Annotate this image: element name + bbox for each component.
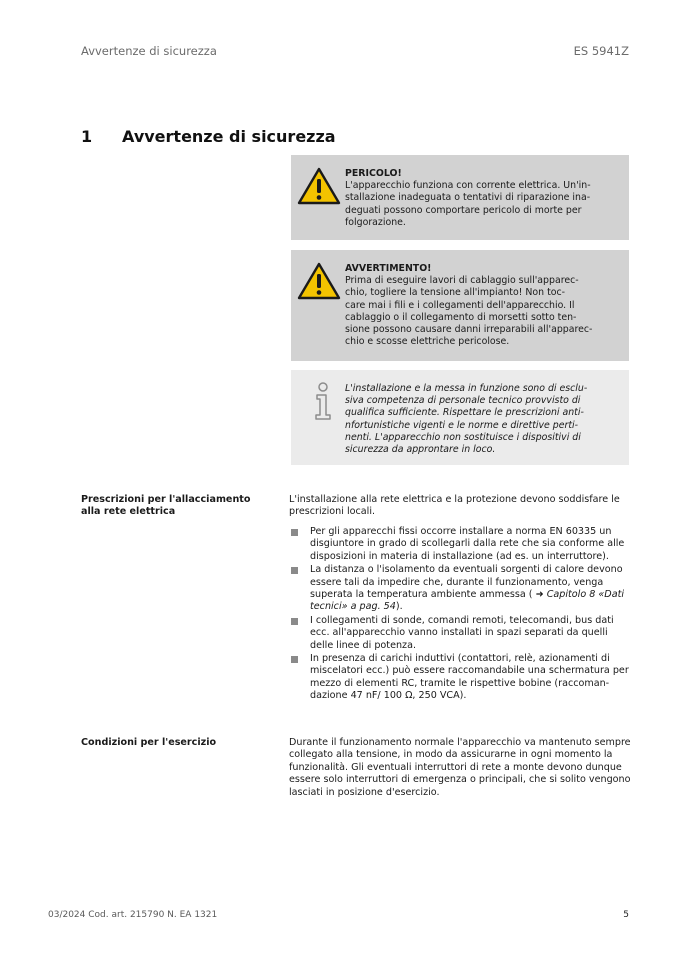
cross-reference-link[interactable]: Capitolo 8 «Dati tecnici» a pag. 54 — [310, 589, 625, 613]
list-item: I collegamenti di sonde, comandi remoti, telecomandi, bus dati ecc. all'apparecchio vanno installati in spazi separati da quelli delle linee di potenza. — [291, 615, 631, 652]
danger-notice-body: L'apparecchio funziona con corrente elettrica. Un'in- stallazione inadeguata o tentativi di riparazione ina- deguati possono comportare pericolo di morte per folgorazione. — [345, 180, 591, 228]
section-label-grid-connection: Prescrizioni per l'allacciamento alla rete elettrica — [81, 494, 251, 518]
list-item: Per gli apparecchi fissi occorre installare a norma EN 60335 un disgiuntore in grado di scollegarli dalla rete che sia conforme alle disposizioni in materia di installazione (ad es. un interruttore). — [291, 526, 631, 563]
warning-notice-box — [291, 250, 629, 361]
info-notice-box — [291, 370, 629, 465]
info-icon — [297, 382, 341, 420]
bullet-square-icon — [291, 529, 298, 536]
warning-triangle-icon — [297, 167, 341, 205]
operation-conditions-text: Durante il funzionamento normale l'apparecchio va mantenuto sempre collegato alla tensione, in modo da assicurarne in ogni momento la funzionalità. Gli eventuali interruttori di rete a monte devono dunque essere solo interruttori di emergenza o principali, che si solito vengono lasciati in posizione d'esercizio. — [289, 737, 631, 798]
danger-notice-box — [291, 155, 629, 240]
list-item: La distanza o l'isolamento da eventuali sorgenti di calore devono essere tali da impedire che, durante il funzionamento, venga superata la temperatura ambiente ammessa ( ➜ Capitolo 8 «Dati tecnici» a pag. 54). — [291, 564, 631, 614]
running-header-title: Avvertenze di sicurezza — [81, 44, 217, 58]
bullet-square-icon — [291, 567, 298, 574]
warning-notice-title: AVVERTIMENTO! — [345, 263, 432, 274]
page-number: 5 — [623, 910, 629, 920]
bullet-square-icon — [291, 618, 298, 625]
link-arrow-icon: ➜ — [532, 589, 547, 601]
grid-connection-intro: L'installazione alla rete elettrica e la protezione devono soddisfare le prescrizioni locali. — [289, 494, 620, 518]
footer-document-info: 03/2024 Cod. art. 215790 N. EA 1321 — [48, 910, 218, 920]
warning-notice-text — [345, 263, 615, 348]
chapter-heading — [81, 127, 336, 146]
danger-notice-title: PERICOLO! — [345, 168, 402, 179]
list-item: In presenza di carichi induttivi (contattori, relè, azionamenti di miscelatori ecc.) può essere raccomandabile una schermatura per mezzo di elementi RC, tramite le rispettive bobine (raccoman-dazione 47 nF/ 100 Ω, 250 VCA). — [291, 653, 631, 703]
warning-triangle-icon — [297, 262, 341, 300]
chapter-title: Avvertenze di sicurezza — [122, 127, 336, 146]
chapter-number: 1 — [81, 127, 93, 146]
bullet-square-icon — [291, 656, 298, 663]
danger-notice-text — [345, 168, 615, 229]
warning-notice-body: Prima di eseguire lavori di cablaggio sull'apparec- chio, togliere la tensione all'impianto! Non toc- care mai i fili e i collegamenti dell'apparecchio. Il cablaggio o il collegamento di morsetti sotto ten- sione possono causare danni irreparabili all'apparec- chio e scosse elettriche pericolose. — [345, 275, 593, 348]
grid-connection-list — [291, 526, 631, 704]
section-label-operation: Condizioni per l'esercizio — [81, 737, 217, 748]
info-notice-text: L'installazione e la messa in funzione sono di esclu- siva competenza di personale tecnico provvisto di qualifica sufficiente. Rispettare le prescrizioni anti- nfortunistiche vigenti e le norme e direttive perti- nenti. L'apparecchio non sostituisce i dispositivi di sicurezza da approntare in loco. — [345, 383, 588, 456]
running-header-model: ES 5941Z — [573, 44, 629, 58]
